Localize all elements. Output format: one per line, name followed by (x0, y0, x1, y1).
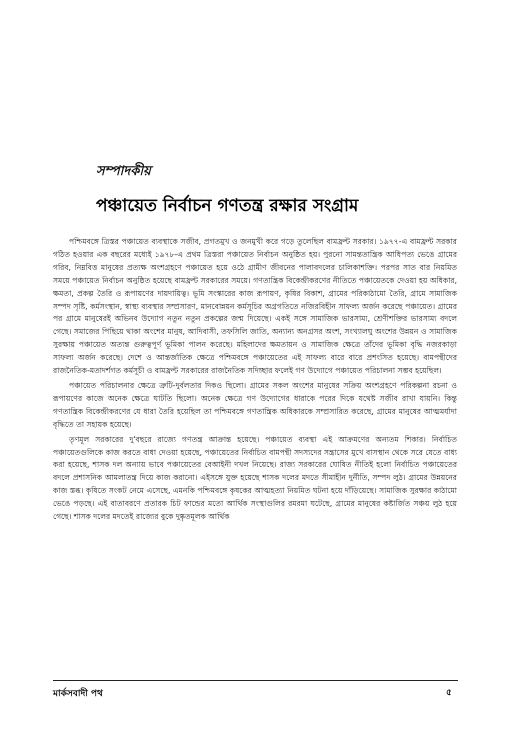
paragraph: পশ্চিমবঙ্গে ত্রিস্তর পঞ্চায়েত ব্যবস্থাকে সজীব, প্রগতমুখ ও জনমুখী করে গড়ে তুলেছিল বামফ্রন্ট সরকার। ১৯৭৭-এ বামফ্রন্ট সরকার গঠিত হওয়ার এক বছরের মধ্যেই ১৯৭৮-এ প্রথম ত্রিস্তরা পঞ্চায়েত নির্বাচন অনুষ্ঠিত হয়। পুরনো সামন্ততান্ত্রিক আধিপত্য ভেঙে গ্রামের গরিব, নিম্নবিত্ত মানুষের প্রত্যক্ষ অংশগ্রহণে পঞ্চায়েত হয়ে ওঠে গ্রামীণ জীবনের পালাবদলের চালিকাশক্তি। পরপর সাত বার নিয়মিত সময়ে পঞ্চায়েত নির্বাচন অনুষ্ঠিত হয়েছে বামফ্রন্ট সরকারের সময়ে। গণতান্ত্রিক বিকেন্দ্রীকরণের নীতিতে পঞ্চায়েতকে দেওয়া হয় অধিকার, ক্ষমতা, প্রকল্প তৈরি ও রূপায়ণের দায়দায়িত্ব। ভূমি সংস্কারের কাজ রূপায়ণ, কৃষির বিকাশ, গ্রামের পরিকাঠামো তৈরি, গ্রামে সামাজিক সম্পদ সৃষ্টি, কর্মসংস্থান, স্বাস্থ্য ব্যবস্থার সম্প্রসারণ, মানবোন্নয়ন কর্মসূচির অগ্রগতিতে নজিরবিহীন সাফল্য অর্জন করেছে পঞ্চায়েত। গ্রামের পর গ্রামে মানুষেরই অভিনব উদ্যোগ নতুন নতুন প্রকল্পের জন্ম দিয়েছে। একই সঙ্গে সামাজিক ভারসাম্য, শ্রেণীশক্তির ভারসাম্য বদলে গেছে। সমাজের পিছিয়ে থাকা অংশের মানুষ, আদিবাসী, তফসিলি জাতি, অন্যান্য অনগ্রসর অংশ, সংখ্যালঘু অংশের উন্নয়ন ও সামাজিক সুরক্ষায় পঞ্চায়েত অত্যন্ত গুরুত্বপূর্ণ ভূমিকা পালন করেছে। মহিলাদের ক্ষমতায়ন ও সামাজিক ক্ষেত্রে তাঁদের ভূমিকা বৃদ্ধি নজরকাড়া সাফল্য অর্জন করেছে। দেশে ও আন্তর্জাতিক ক্ষেত্রে পশ্চিমবঙ্গে পঞ্চায়েতের এই সাফল্য বারে বারে প্রশংসিত হয়েছে। বামপন্থীদের রাজনৈতিক-মতাদর্শগত কর্মসূচী ও বামফ্রন্ট সরকারের রাজনৈতিক সদিচ্ছার ফলেই গণ উদ্যোগে পঞ্চায়েত পরিচালনা সম্ভব হয়েছিল। (53, 237, 457, 376)
page-title: পঞ্চায়েত নির্বাচন গণতন্ত্র রক্ষার সংগ্রাম (96, 196, 359, 216)
footer-divider (53, 680, 458, 681)
paragraph: পঞ্চায়েত পরিচালনার ক্ষেত্রে ত্রুটি-দুর্বলতার দিকও ছিলো। গ্রামের সকল অংশের মানুষের সক্রিয় অংশগ্রহণে পরিকল্পনা রচনা ও রূপায়ণের কাজে অনেক ক্ষেত্রে ঘাটতি ছিলো। অনেক ক্ষেত্রে গণ উদ্যোগের ধারাকে পরের দিকে যথেষ্ট সজীব রাখা যায়নি। কিন্তু গণতান্ত্রিক বিকেন্দ্রীকরণের যে ধারা তৈরি হয়েছিল তা পশ্চিমবঙ্গে গণতান্ত্রিক অধিকারকে সম্প্রসারিত করেছে, গ্রামের মানুষের আত্মমর্যাদা বৃদ্ধিতে তা সহায়ক হয়েছে। (53, 380, 457, 429)
section-label: সম্পাদকীয় (96, 164, 151, 179)
footer-publication: মার্কসবাদী পথ (53, 689, 103, 699)
page-number: ৫ (446, 688, 452, 698)
body-text (53, 236, 457, 526)
paragraph: তৃণমূল সরকারের দু'বছরে রাজ্যে গণতন্ত্র আক্রান্ত হয়েছে। পঞ্চায়েত ব্যবস্থা এই আক্রমণের অন্যতম শিকার। নির্বাচিত পঞ্চায়েতগুলিকে কাজ করতে বাধা দেওয়া হয়েছে, পঞ্চায়েতের নির্বাচিত বামপন্থী সদস্যদের সন্ত্রাসের মুখে বাসস্থান থেকে সরে যেতে বাধ্য করা হয়েছে, শাসক দল অন্যায় ভাবে পঞ্চায়েতের বেআইনী দখল নিয়েছে। রাজ্য সরকারের ঘোষিত নীতিই হলো নির্বাচিত পঞ্চায়েতের বদলে প্রশাসনিক আমলাতন্ত্র দিয়ে কাজ করানো। এইসঙ্গে যুক্ত হয়েছে শাসক দলের মদতে সীমাহীন দুর্নীতি, সম্পদ লুঠ। গ্রামের উন্নয়নের কাজ স্তব্ধ। কৃষিতে সংকট নেমে এসেছে, এমনকি পশ্চিমবঙ্গে কৃষকের আত্মহত্যা নিয়মিত ঘটনা হয়ে দাঁড়িয়েছে। সামাজিক সুরক্ষার কাঠামো ভেঙে পড়ছে। এই বাতাবরণে প্রতারক চিট ফান্ডের মতো আর্থিক সংস্থাগুলির রমরমা ঘটেছে, গ্রামের মানুষের কষ্টার্জিত সঞ্চয় লুঠ হয়ে গেছে। শাসক দলের মদতেই রাজ্যের বুকে দুষ্কৃতমূলক আর্থিক (53, 434, 457, 522)
